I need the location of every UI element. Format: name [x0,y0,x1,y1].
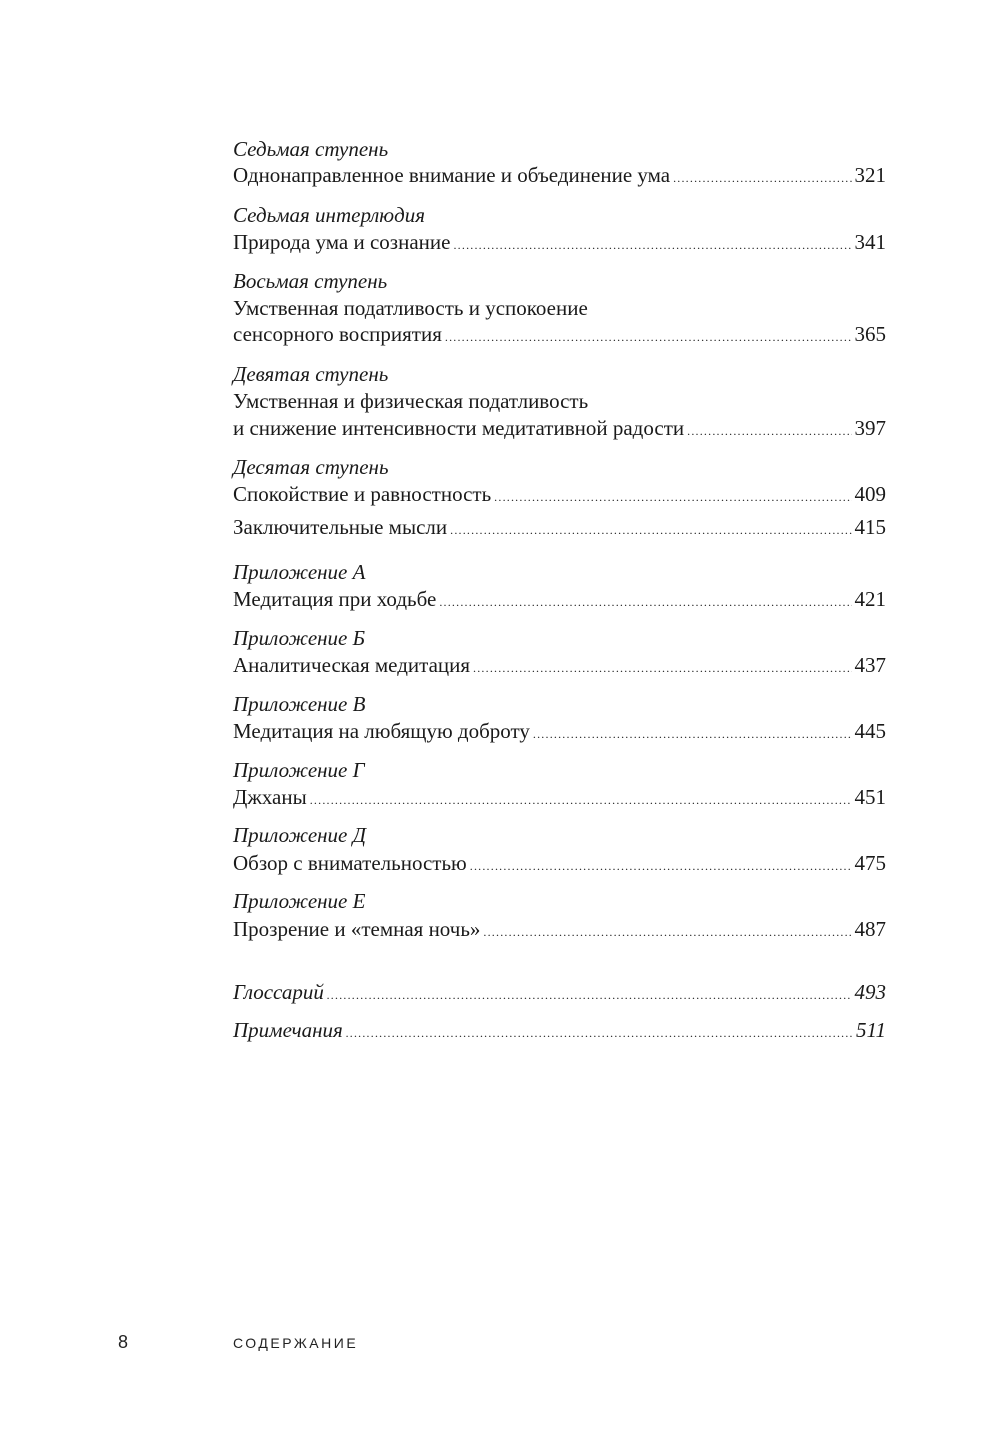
toc-entry-page: 321 [854,163,886,187]
toc-entry-title: Глоссарий [233,980,324,1004]
toc-entry-stage-8[interactable] [233,320,886,348]
toc-entry-appendix-g[interactable] [233,783,886,811]
toc-entry-page: 409 [854,482,886,506]
toc-entry-page: 415 [854,515,886,539]
toc-entry-appendix-d[interactable] [233,849,886,877]
toc-entry-title: Однонаправленное внимание и объединение ума [233,163,671,187]
toc-entry-title: Прозрение и «темная ночь» [233,917,481,941]
toc-entry-page: 397 [854,416,886,440]
toc-entry-glossary[interactable] [233,978,886,1006]
running-head: СОДЕРЖАНИЕ [233,1335,359,1351]
toc-entry-page: 445 [854,719,886,743]
dot-leader [327,981,852,1009]
toc-entry-page: 493 [854,980,886,1004]
dot-leader [483,918,851,946]
dot-leader [439,588,851,616]
toc-entry-title: Джханы [233,785,307,809]
toc-entry-final-thoughts[interactable] [233,513,886,541]
toc-entry-title: Медитация на любящую доброту [233,719,530,743]
dot-leader [450,516,851,544]
toc-entry-appendix-e[interactable] [233,915,886,943]
toc-entry-page: 451 [854,785,886,809]
section-heading-appendix-a: Приложение А [233,560,366,584]
dot-leader [453,231,851,259]
toc-entry-page: 341 [854,230,886,254]
toc-entry-stage-9[interactable] [233,414,886,442]
section-heading-stage-8: Восьмая ступень [233,269,388,293]
toc-entry-title-line[interactable]: Умственная и физическая податливость [233,389,589,413]
page-number: 8 [118,1332,129,1352]
toc-entry-title: Примечания [233,1018,343,1042]
toc-entry-notes[interactable] [233,1016,886,1044]
toc-entry-appendix-a[interactable] [233,585,886,613]
dot-leader [533,720,852,748]
toc-entry-interlude-7[interactable] [233,228,886,256]
section-heading-appendix-d: Приложение Д [233,823,366,847]
toc-entry-stage-10[interactable] [233,480,886,508]
dot-leader [473,654,851,682]
dot-leader [346,1019,853,1047]
toc-entry-appendix-b[interactable] [233,651,886,679]
dot-leader [494,483,851,511]
toc-entry-title: Медитация при ходьбе [233,587,437,611]
toc-entry-page: 421 [854,587,886,611]
section-heading-appendix-g: Приложение Г [233,758,365,782]
toc-entry-page: 437 [854,653,886,677]
section-heading-interlude-7: Седьмая интерлюдия [233,203,425,227]
dot-leader [445,323,852,351]
toc-entry-appendix-v[interactable] [233,717,886,745]
toc-entry-title: Природа ума и сознание [233,230,451,254]
section-heading-appendix-v: Приложение В [233,692,366,716]
toc-entry-title: Обзор с внимательностью [233,851,467,875]
toc-entry-title-line[interactable]: Умственная податливость и успокоение [233,296,588,320]
dot-leader [310,786,852,814]
section-heading-stage-10: Десятая ступень [233,455,389,479]
dot-leader [687,417,851,445]
section-heading-stage-9: Девятая ступень [233,362,389,386]
toc-entry-page: 511 [856,1018,886,1042]
toc-entry-stage-7[interactable] [233,161,886,189]
toc-entry-page: 365 [854,322,886,346]
section-heading-stage-7: Седьмая ступень [233,137,389,161]
section-heading-appendix-b: Приложение Б [233,626,366,650]
toc-entry-title: Заключительные мысли [233,515,448,539]
dot-leader [470,852,852,880]
toc-entry-page: 487 [854,917,886,941]
section-heading-appendix-e: Приложение Е [233,889,366,913]
toc-entry-title: и снижение интенсивности медитативной радости [233,416,685,440]
toc-entry-title: Спокойствие и равностность [233,482,492,506]
dot-leader [673,164,851,192]
toc-entry-page: 475 [854,851,886,875]
toc-entry-title: Аналитическая медитация [233,653,471,677]
toc-entry-title: сенсорного восприятия [233,322,442,346]
